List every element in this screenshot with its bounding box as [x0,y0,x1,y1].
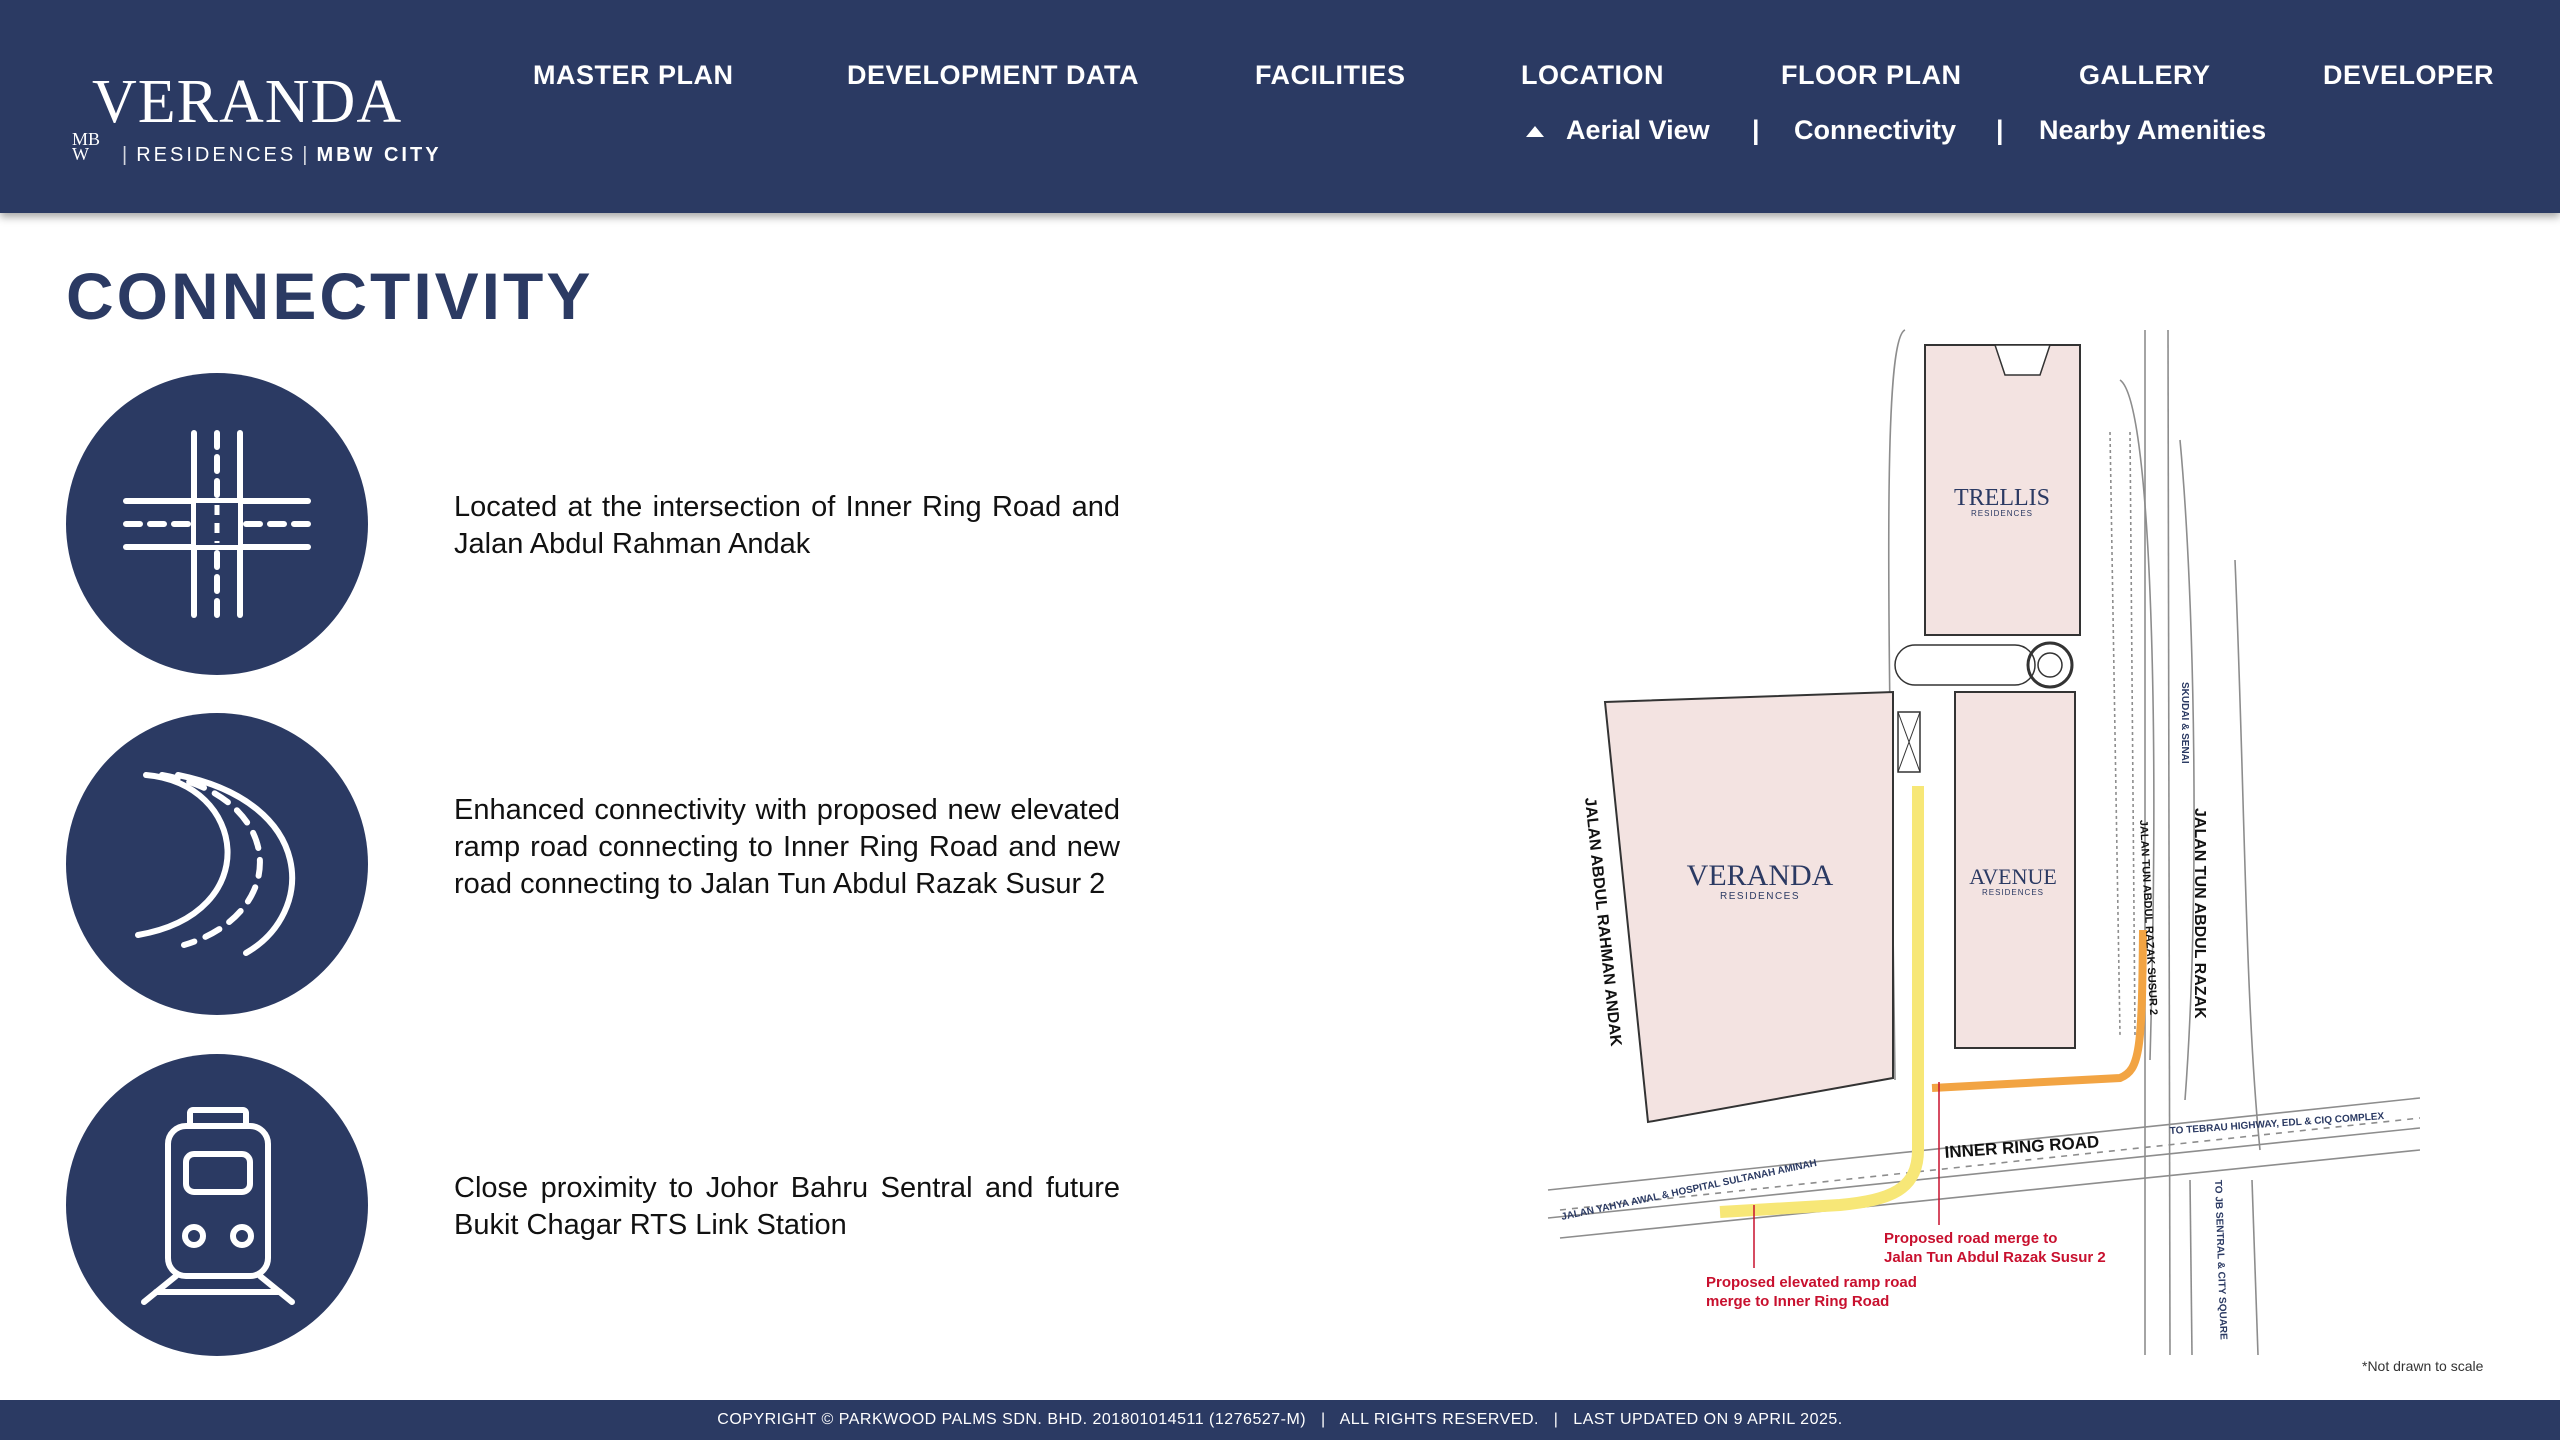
feature-text-ramp: Enhanced connectivity with proposed new elevated ramp road connecting to Inner Ring Road and new road connecting to Jalan Tun Abdul Razak Susur 2 [454,794,1120,900]
feature-text-rail: Close proximity to Johor Bahru Sentral and future Bukit Chagar RTS Link Station [454,1172,1120,1241]
subnav-aerial-view[interactable]: Aerial View [1566,115,1710,145]
map-avenue-label: AVENUE [1969,864,2057,889]
map-road-jb-sentral: TO JB SENTRAL & CITY SQUARE [2212,1179,2229,1341]
logo-wordmark: VERANDA [92,68,403,136]
nav-master-plan[interactable]: MASTER PLAN [533,60,734,90]
subnav-nearby-amenities[interactable]: Nearby Amenities [2039,115,2267,145]
road-intersection-icon [66,373,368,675]
map-road-skudai: SKUDAI & SENAI [2179,682,2190,764]
map-veranda-label: VERANDA [1686,859,1834,892]
map-avenue-sub: RESIDENCES [1981,888,2045,897]
subnav-divider: | [1996,115,2004,145]
logo-residences: RESIDENCES [136,144,297,166]
copyright-text: COPYRIGHT © PARKWOOD PALMS SDN. BHD. 201801014511 (1276527-M) | ALL RIGHTS RESERVED. | LAST UPDATED ON 9 APRIL 2025. [717,1411,1843,1428]
feature-text-intersection: Located at the intersection of Inner Ring Road and Jalan Abdul Rahman Andak [454,491,1120,560]
nav-developer[interactable]: DEVELOPER [2323,60,2495,90]
mbw-monogram [72,129,108,178]
nav-floor-plan[interactable]: FLOOR PLAN [1781,60,1962,90]
map-road-abdul-rahman: JALAN ABDUL RAHMAN ANDAK [1581,796,1625,1048]
brand-logo[interactable] [72,68,442,180]
subnav-connectivity[interactable]: Connectivity [1794,115,1957,145]
train-icon [66,1054,368,1356]
map-road-inner-ring: INNER RING ROAD [1943,1132,2100,1162]
nav-facilities[interactable]: FACILITIES [1255,60,1406,90]
nav-location[interactable]: LOCATION [1521,60,1664,90]
logo-city: MBW CITY [316,144,442,166]
logo-subtitle: | RESIDENCES | MBW CITY [122,144,442,166]
page-title: CONNECTIVITY [66,259,594,333]
not-to-scale-note: *Not drawn to scale [2362,1358,2484,1374]
footer [0,1400,2560,1440]
curved-road-icon [66,713,368,1015]
map-note-merge-line2: Jalan Tun Abdul Razak Susur 2 [1884,1249,2106,1266]
nav-gallery[interactable]: GALLERY [2079,60,2211,90]
logo-mark-text: MBW [72,129,101,164]
nav-development-data[interactable]: DEVELOPMENT DATA [847,60,1140,90]
map-road-susur: JALAN TUN ABDUL RAZAK SUSUR 2 [2137,819,2160,1016]
map-road-tebrau: TO TEBRAU HIGHWAY, EDL & CIQ COMPLEX [2169,1111,2385,1137]
map-trellis-label: TRELLIS [1954,485,2050,511]
map-note-merge-line1: Proposed road merge to [1884,1230,2058,1247]
map-veranda-sub: RESIDENCES [1719,891,1801,902]
map-note-ramp-line2: merge to Inner Ring Road [1706,1293,1890,1310]
caret-up-icon [1526,126,1544,137]
map-note-ramp-line1: Proposed elevated ramp road [1706,1274,1917,1291]
map-road-yahya: JALAN YAHYA AWAL & HOSPITAL SULTANAH AMINAH [1560,1157,1818,1223]
map-trellis-sub: RESIDENCES [1970,509,2034,518]
site-header [0,0,2560,213]
site-location-map [1540,320,2420,1380]
map-road-tun-razak: JALAN TUN ABDUL RAZAK [2191,808,2208,1019]
subnav-divider: | [1752,115,1760,145]
